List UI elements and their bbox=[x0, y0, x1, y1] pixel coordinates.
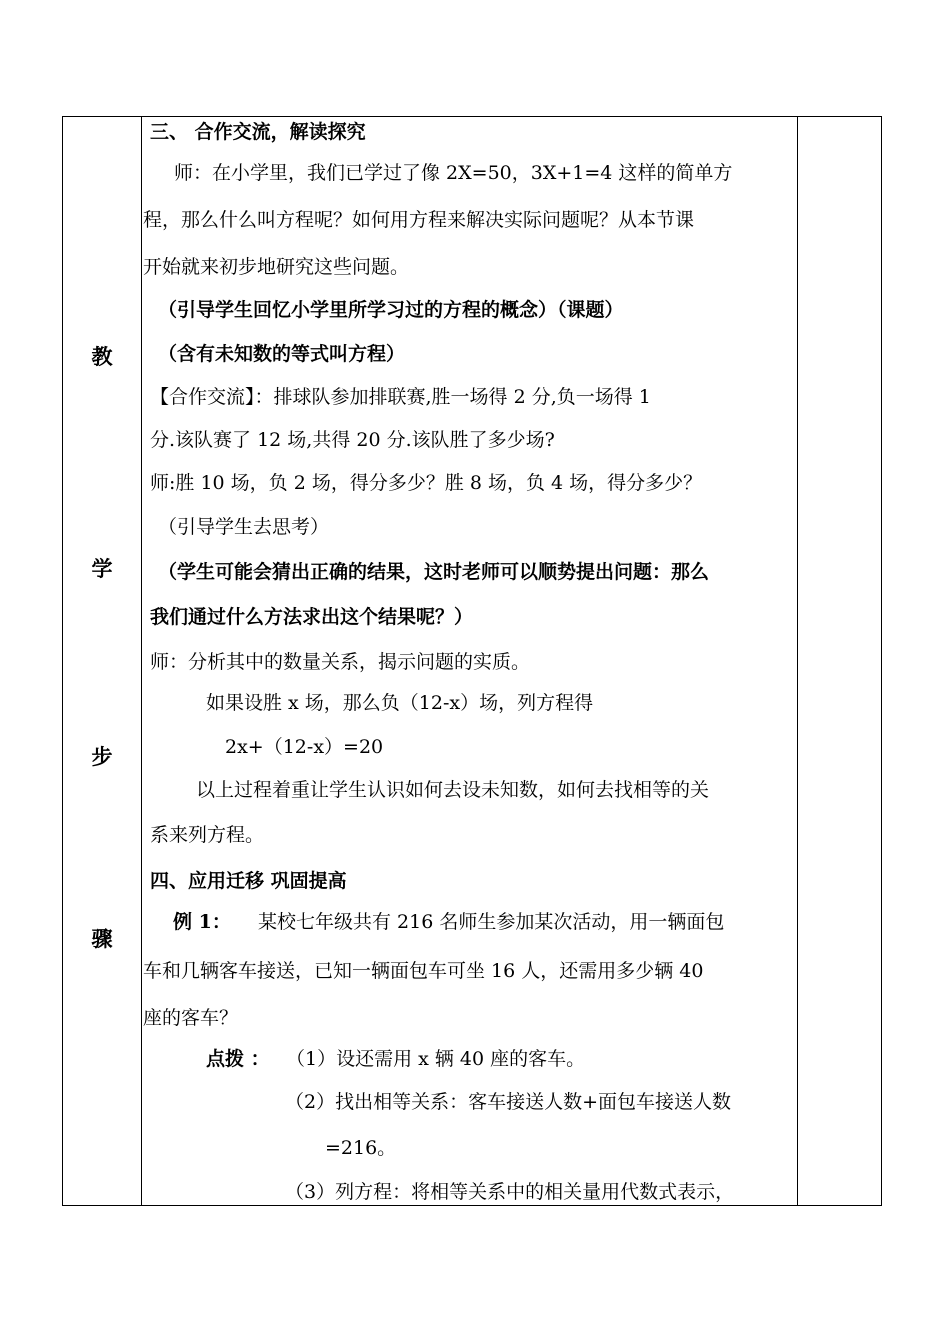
paragraph-line: 系来列方程。 bbox=[150, 824, 265, 846]
side-label-zhou: 骤 bbox=[91, 926, 113, 951]
step-line: （2）找出相等关系：客车接送人数+面包车接送人数 bbox=[285, 1091, 732, 1113]
paragraph-line: 座的客车？ bbox=[143, 1007, 239, 1029]
bold-note: 我们通过什么方法求出这个结果呢？） bbox=[150, 606, 474, 628]
section-heading-4: 四、应用迁移 巩固提高 bbox=[150, 870, 347, 892]
paragraph-line: （引导学生去思考） bbox=[158, 516, 330, 538]
column-divider-left bbox=[141, 117, 142, 1205]
section-heading-3: 三、 合作交流，解读探究 bbox=[150, 121, 366, 143]
bold-note: （学生可能会猜出正确的结果，这时老师可以顺势提出问题：那么 bbox=[158, 561, 710, 583]
paragraph-line: 师：分析其中的数量关系，揭示问题的实质。 bbox=[150, 651, 531, 673]
step-line: （3）列方程：将相等关系中的相关量用代数式表示， bbox=[285, 1181, 735, 1203]
paragraph-line: 车和几辆客车接送，已知一辆面包车可坐 16 人，还需用多少辆 40 bbox=[143, 960, 704, 982]
equation: 2x+（12-x）=20 bbox=[225, 736, 384, 758]
column-divider-right bbox=[797, 117, 798, 1205]
paragraph-line: 【合作交流】：排球队参加排联赛,胜一场得 2 分,负一场得 1 bbox=[150, 386, 651, 408]
hint-label: 点拨 ： bbox=[206, 1048, 270, 1070]
paragraph-line: 开始就来初步地研究这些问题。 bbox=[143, 256, 410, 278]
bold-note: （引导学生回忆小学里所学习过的方程的概念）（课题） bbox=[158, 299, 624, 321]
side-label-jiao: 教 bbox=[91, 344, 113, 369]
step-line: =216。 bbox=[325, 1137, 397, 1159]
paragraph-line: 师:胜 10 场，负 2 场，得分多少？胜 8 场，负 4 场，得分多少？ bbox=[150, 472, 703, 494]
paragraph-line: 以上过程着重让学生认识如何去设未知数，如何去找相等的关 bbox=[196, 779, 710, 801]
step-line: （1）设还需用 x 辆 40 座的客车。 bbox=[286, 1048, 586, 1070]
paragraph-line: 如果设胜 x 场，那么负（12-x）场，列方程得 bbox=[206, 692, 594, 714]
side-label-bu: 步 bbox=[91, 744, 113, 769]
bold-note: （含有未知数的等式叫方程） bbox=[158, 343, 406, 365]
paragraph-line: 师：在小学里，我们已学过了像 2X=50，3X+1=4 这样的简单方 bbox=[174, 162, 733, 184]
paragraph-line: 程，那么什么叫方程呢？如何用方程来解决实际问题呢？从本节课 bbox=[143, 209, 695, 231]
paragraph-line: 某校七年级共有 216 名师生参加某次活动，用一辆面包 bbox=[258, 911, 725, 933]
side-label-xue: 学 bbox=[91, 556, 113, 581]
paragraph-line: 分.该队赛了 12 场,共得 20 分.该队胜了多少场? bbox=[150, 429, 555, 451]
example-label: 例 1： bbox=[173, 911, 231, 933]
